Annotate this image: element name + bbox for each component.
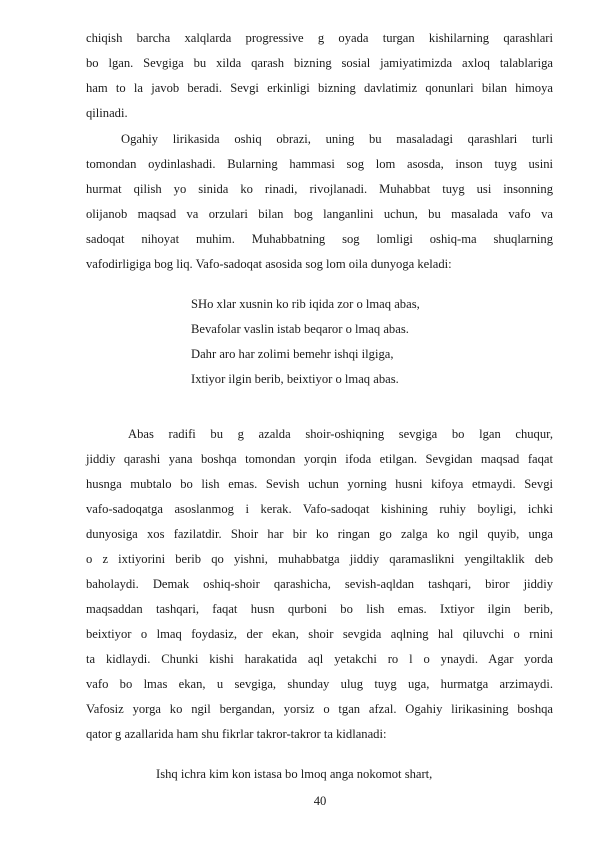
- page-number: 40: [313, 794, 327, 808]
- poem-line: Ixtiyor ilgin berib, beixtiyor o lmaq abas.: [191, 372, 399, 386]
- text-line: dunyosiga xos fazilatdir. Shoir har bir ko ringan go zalga ko ngil quyib, unga: [86, 527, 553, 541]
- text-line: maqsaddan tashqari, faqat husn qurboni bo lish emas. Ixtiyor ilgin berib,: [86, 602, 553, 616]
- text-line: ham to la javob beradi. Sevgi erkinligi bizning davlatimiz qonunlari bilan himoya: [86, 81, 553, 95]
- text-line: vafodirligiga bog liq. Vafo-sadoqat asosida sog lom oila dunyoga keladi:: [86, 257, 452, 271]
- text-line: hurmat qilish yo sinida ko rinadi, rivojlanadi. Muhabbat tuyg usi insonning: [86, 182, 553, 196]
- text-line: sadoqat nihoyat muhim. Muhabbatning sog lomligi oshiq-ma shuqlarning: [86, 232, 553, 246]
- text-line: olijanob maqsad va orzulari bilan bog langanlini uchun, bu masalada vafo va: [86, 207, 553, 221]
- text-line: vafo bo lmas ekan, u sevgiga, shunday ulug tuyg uga, hurmatga arzimaydi.: [86, 677, 553, 691]
- text-line: beixtiyor o lmaq foydasiz, der ekan, shoir sevgida aqlning hal qiluvchi o rnini: [86, 627, 553, 641]
- text-line: qilinadi.: [86, 106, 128, 120]
- poem-line: Bevafolar vaslin istab beqaror o lmaq abas.: [191, 322, 409, 336]
- text-line: husnga mubtalo bo lish emas. Sevish uchun yorning husni kifoya etmaydi. Sevgi: [86, 477, 553, 491]
- text-line: tomondan oydinlashadi. Bularning hammasi sog lom asosda, inson tuyg usini: [86, 157, 553, 171]
- text-line: Abas radifi bu g azalda shoir-oshiqning sevgiga bo lgan chuqur,: [128, 427, 553, 441]
- poem-line: SHo xlar xusnin ko rib iqida zor o lmaq abas,: [191, 297, 420, 311]
- text-line: Ogahiy lirikasida oshiq obrazi, uning bu masaladagi qarashlari turli: [121, 132, 553, 146]
- poem-line: Dahr aro har zolimi bemehr ishqi ilgiga,: [191, 347, 394, 361]
- text-line: vafo-sadoqatga asoslanmog i kerak. Vafo-sadoqat kishining ruhiy boyligi, ichki: [86, 502, 553, 516]
- text-line: Vafosiz yorga ko ngil bergandan, yorsiz o tgan afzal. Ogahiy lirikasining boshqa: [86, 702, 553, 716]
- text-line: baholaydi. Demak oshiq-shoir qarashicha, sevish-aqldan tashqari, biror jiddiy: [86, 577, 553, 591]
- text-line: bo lgan. Sevgiga bu xilda qarash bizning sosial jamiyatimizda axloq talablariga: [86, 56, 553, 70]
- text-line: qator g azallarida ham shu fikrlar takror-takror ta kidlanadi:: [86, 727, 387, 741]
- text-line: jiddiy qarashi yana boshqa tomondan yorqin ifoda etilgan. Sevgidan maqsad faqat: [86, 452, 553, 466]
- text-line: o z ixtiyorini berib qo yishni, muhabbatga jiddiy qaramaslikni yengiltaklik deb: [86, 552, 553, 566]
- text-line: ta kidlaydi. Chunki kishi harakatida aql yetakchi ro l o ynaydi. Agar yorda: [86, 652, 553, 666]
- text-line: chiqish barcha xalqlarda progressive g oyada turgan kishilarning qarashlari: [86, 31, 553, 45]
- poem-line: Ishq ichra kim kon istasa bo lmoq anga nokomot shart,: [156, 767, 433, 781]
